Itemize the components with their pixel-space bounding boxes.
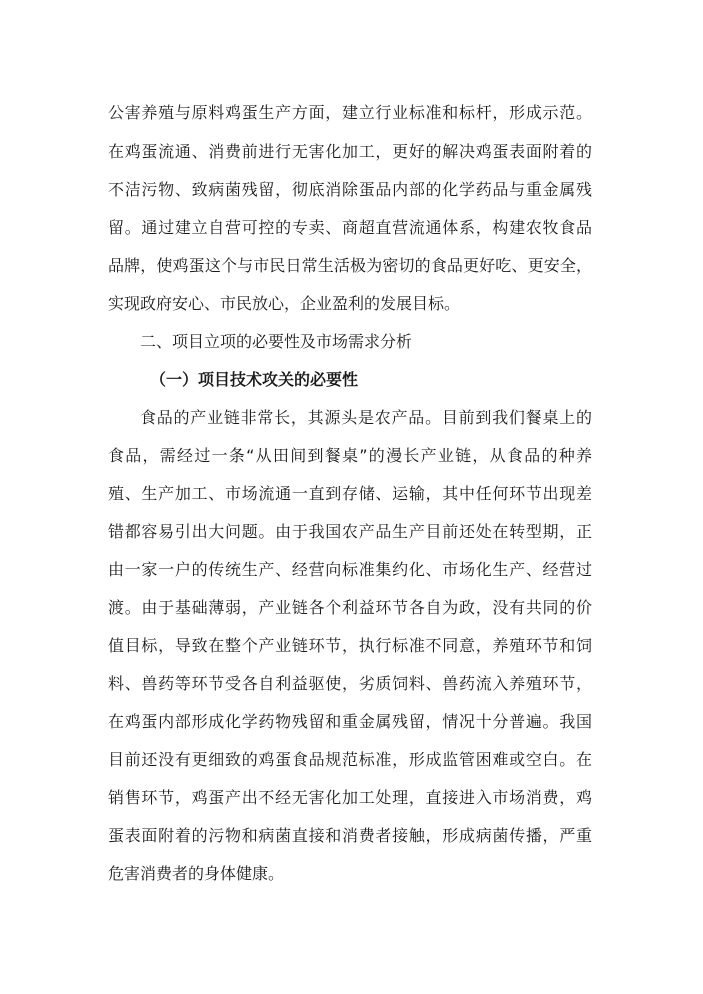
- body-text-line: 殖、生产加工、市场流通一直到存储、运输，其中任何环节出现差: [108, 484, 592, 503]
- body-text-line: 留。通过建立自营可控的专卖、商超直营流通体系，构建农牧食品: [108, 218, 592, 237]
- body-text-line: 渡。由于基础薄弱，产业链各个利益环节各自为政，没有共同的价: [108, 598, 592, 617]
- body-text-line: 在鸡蛋内部形成化学药物残留和重金属残留，情况十分普遍。我国: [108, 712, 592, 731]
- body-text-line: 不洁污物、致病菌残留，彻底消除蛋品内部的化学药品与重金属残: [108, 180, 592, 199]
- body-text-line: 值目标，导致在整个产业链环节，执行标准不同意，养殖环节和饲: [108, 636, 592, 655]
- body-text-line: 食品，需经过一条“从田间到餐桌”的漫长产业链，从食品的种养: [108, 446, 592, 465]
- body-text-line: 食品的产业链非常长，其源头是农产品。目前到我们餐桌上的: [140, 408, 592, 427]
- body-text-line: 销售环节，鸡蛋产出不经无害化加工处理，直接进入市场消费，鸡: [108, 788, 592, 807]
- section-heading: 二、项目立项的必要性及市场需求分析: [140, 332, 413, 351]
- body-text-line: 在鸡蛋流通、消费前进行无害化加工，更好的解决鸡蛋表面附着的: [108, 142, 592, 161]
- body-text-line: 错都容易引出大问题。由于我国农产品生产目前还处在转型期，正: [108, 522, 592, 541]
- body-text-line: 实现政府安心、市民放心，企业盈利的发展目标。: [108, 294, 461, 313]
- body-text-line: 料、兽药等环节受各自利益驱使，劣质饲料、兽药流入养殖环节，: [108, 674, 592, 693]
- body-text-line: 由一家一户的传统生产、经营向标准集约化、市场化生产、经营过: [108, 560, 592, 579]
- body-text-line: 蛋表面附着的污物和病菌直接和消费者接触，形成病菌传播，严重: [108, 826, 592, 845]
- body-text-line: 危害消费者的身体健康。: [108, 864, 285, 883]
- body-text-line: 品牌，使鸡蛋这个与市民日常生活极为密切的食品更好吃、更安全，: [108, 256, 592, 275]
- body-text-line: 公害养殖与原料鸡蛋生产方面，建立行业标准和标杆，形成示范。: [108, 103, 592, 122]
- subsection-heading: （一）项目技术攻关的必要性: [150, 370, 359, 389]
- body-text-line: 目前还没有更细致的鸡蛋食品规范标准，形成监管困难或空白。在: [108, 750, 592, 769]
